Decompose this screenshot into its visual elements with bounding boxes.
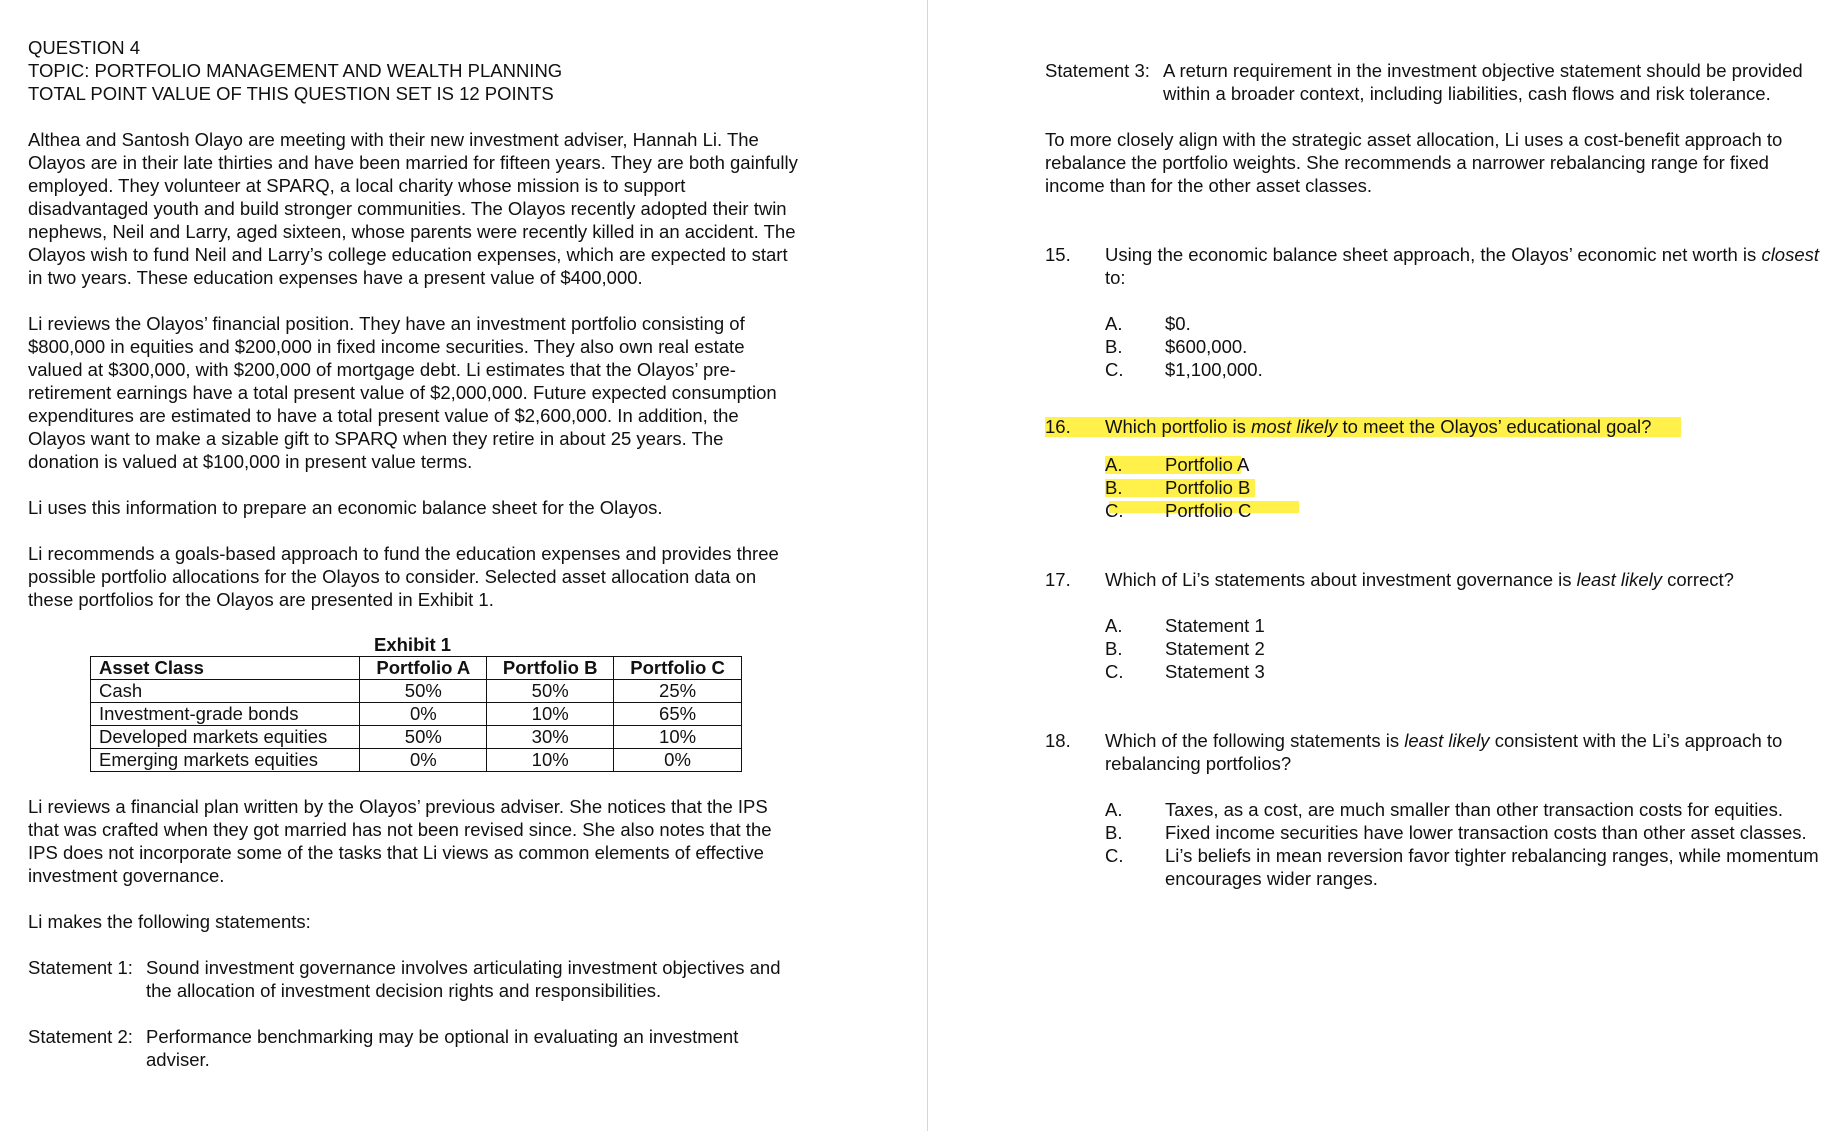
- statement-1: [28, 956, 798, 1002]
- rebalancing-paragraph: To more closely align with the strategic asset allocation, Li uses a cost-benefit approach to rebalance the portfolio weights. She recommends a narrower rebalancing range for fixed income than for the other asset classes.: [1045, 129, 1783, 196]
- table-cell: 50%: [360, 726, 487, 749]
- statement-text: Performance benchmarking may be optional in evaluating an investment adviser.: [146, 1026, 739, 1070]
- question-number: 15.: [1045, 244, 1071, 265]
- allocation-table: [90, 656, 742, 772]
- question-number: 16.: [1045, 416, 1071, 437]
- right-page: [1045, 59, 1825, 890]
- question-17: [1045, 568, 1825, 591]
- answer-option[interactable]: B. Statement 2: [1105, 638, 1265, 659]
- question-number: 17.: [1045, 569, 1071, 590]
- statement-text: A return requirement in the investment objective statement should be provided within a broader context, including liabilities, cash flows and risk tolerance.: [1163, 60, 1803, 104]
- statement-label: Statement 2:: [28, 1026, 133, 1047]
- page-divider: [927, 0, 928, 1131]
- table-row: [91, 749, 742, 772]
- table-cell: 30%: [487, 726, 614, 749]
- table-cell: 50%: [487, 680, 614, 703]
- question-15: [1045, 243, 1825, 289]
- table-header-cell: Portfolio C: [614, 657, 742, 680]
- q17-options: [1105, 614, 1825, 683]
- exhibit-title: Exhibit 1: [374, 634, 452, 655]
- question-16: [1045, 415, 1825, 438]
- q16-options: [1105, 453, 1825, 522]
- question-text: Using the economic balance sheet approach, the Olayos’ economic net worth is closest to:: [1105, 244, 1820, 288]
- answer-option[interactable]: A. Portfolio A: [1105, 454, 1250, 475]
- question-points: TOTAL POINT VALUE OF THIS QUESTION SET IS 12 POINTS: [28, 83, 554, 104]
- question-number: QUESTION 4: [28, 37, 141, 58]
- statement-label: Statement 1:: [28, 957, 133, 978]
- previous-adviser-paragraph: Li reviews a financial plan written by the Olayos’ previous adviser. She notices that the IPS that was crafted when they got married has not been revised since. She also notes that the IPS does not incorporate some of the tasks that Li views as common elements of effective investment governance.: [28, 796, 772, 886]
- answer-option[interactable]: B. Portfolio B: [1105, 477, 1251, 498]
- table-row: [91, 703, 742, 726]
- table-cell: Cash: [91, 680, 360, 703]
- answer-option[interactable]: C. Statement 3: [1105, 661, 1265, 682]
- table-header-cell: Portfolio A: [360, 657, 487, 680]
- answer-option[interactable]: A. Taxes, as a cost, are much smaller than other transaction costs for equities.: [1105, 799, 1783, 820]
- table-cell: 65%: [614, 703, 742, 726]
- intro-paragraph: Althea and Santosh Olayo are meeting with their new investment adviser, Hannah Li. The Olayos are in their late thirties and have been married for fifteen years. They are both gainfully employed. They volunteer at SPARQ, a local charity whose mission is to support disadvantaged youth and build stronger communities. The Olayos recently adopted their twin nephews, Neil and Larry, aged sixteen, whose parents were recently killed in an accident. The Olayos wish to fund Neil and Larry’s college education expenses, which are expected to start in two years. These education expenses have a present value of $400,000.: [28, 129, 798, 288]
- question-text: Which of the following statements is least likely consistent with the Li’s approach to rebalancing portfolios?: [1105, 730, 1783, 774]
- q18-options: [1105, 798, 1825, 890]
- table-cell: Investment-grade bonds: [91, 703, 360, 726]
- goals-based-paragraph: Li recommends a goals-based approach to fund the education expenses and provides three possible portfolio allocations for the Olayos to consider. Selected asset allocation data on these portfolios for the Olayos are presented in Exhibit 1.: [28, 543, 779, 610]
- table-row: [91, 680, 742, 703]
- statement-text: Sound investment governance involves articulating investment objectives and the allocation of investment decision rights and responsibilities.: [146, 957, 781, 1001]
- question-text: Which portfolio is most likely to meet the Olayos’ educational goal?: [1105, 416, 1652, 437]
- table-cell: Emerging markets equities: [91, 749, 360, 772]
- answer-option[interactable]: C. Li’s beliefs in mean reversion favor tighter rebalancing ranges, while momentum encourages wider ranges.: [1105, 845, 1819, 889]
- answer-option[interactable]: B. $600,000.: [1105, 336, 1248, 357]
- table-cell: 10%: [614, 726, 742, 749]
- answer-option[interactable]: A. $0.: [1105, 313, 1191, 334]
- statement-3: [1045, 59, 1825, 105]
- table-cell: 10%: [487, 749, 614, 772]
- answer-option[interactable]: C. $1,100,000.: [1105, 359, 1263, 380]
- question-topic: TOPIC: PORTFOLIO MANAGEMENT AND WEALTH PLANNING: [28, 60, 563, 81]
- exhibit-1: [90, 634, 742, 772]
- table-cell: 0%: [360, 749, 487, 772]
- balance-sheet-paragraph: Li uses this information to prepare an economic balance sheet for the Olayos.: [28, 497, 663, 518]
- table-cell: 25%: [614, 680, 742, 703]
- left-page: [28, 36, 798, 1071]
- answer-option[interactable]: A. Statement 1: [1105, 615, 1265, 636]
- table-cell: 0%: [360, 703, 487, 726]
- financial-position-paragraph: Li reviews the Olayos’ financial position. They have an investment portfolio consisting of $800,000 in equities and $200,000 in fixed income securities. They also own real estate valued at $300,000, with $200,000 of mortgage debt. Li estimates that the Olayos’ pre-retirement earnings have a total present value of $2,000,000. Future expected consumption expenditures are estimated to have a total present value of $2,600,000. In addition, the Olayos want to make a sizable gift to SPARQ when they retire in about 25 years. The donation is valued at $100,000 in present value terms.: [28, 313, 777, 472]
- table-cell: 10%: [487, 703, 614, 726]
- question-18: [1045, 729, 1825, 775]
- table-cell: 0%: [614, 749, 742, 772]
- statement-label: Statement 3:: [1045, 60, 1150, 81]
- question-number: 18.: [1045, 730, 1071, 751]
- table-header-row: [91, 657, 742, 680]
- answer-option[interactable]: B. Fixed income securities have lower transaction costs than other asset classes.: [1105, 822, 1807, 843]
- table-cell: Developed markets equities: [91, 726, 360, 749]
- table-row: [91, 726, 742, 749]
- answer-option[interactable]: C. Portfolio C: [1105, 500, 1252, 521]
- question-text: Which of Li’s statements about investment governance is least likely correct?: [1105, 569, 1734, 590]
- table-header-cell: Asset Class: [91, 657, 360, 680]
- q15-options: [1105, 312, 1825, 381]
- statements-intro: Li makes the following statements:: [28, 911, 311, 932]
- statement-2: [28, 1025, 798, 1071]
- table-header-cell: Portfolio B: [487, 657, 614, 680]
- question-header: [28, 36, 798, 105]
- table-cell: 50%: [360, 680, 487, 703]
